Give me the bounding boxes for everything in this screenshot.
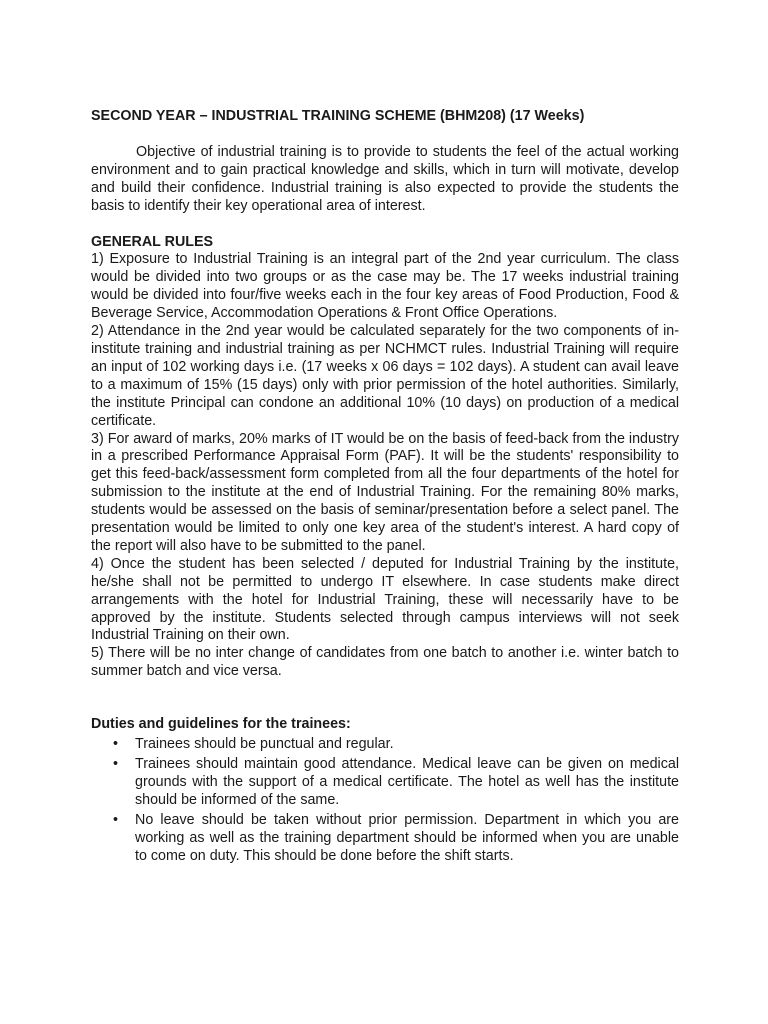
duty-text: No leave should be taken without prior permission. Department in which you are working as well as the training department should be informed when you are unable to come on duty. This should be done before the shift starts. [135, 811, 679, 864]
duty-item-2 [91, 756, 679, 810]
bullet-icon: • [113, 756, 119, 772]
duties-list [91, 736, 679, 865]
duty-text: Trainees should maintain good attendance. Medical leave can be given on medical grounds with the support of a medical certificate. The hotel as well has the institute should be informed of the same. [135, 756, 679, 808]
duty-item-3 [91, 812, 679, 866]
duty-text: Trainees should be punctual and regular. [135, 736, 394, 753]
rule-5: 5) There will be no inter change of candidates from one batch to another i.e. winter batch to summer batch and vice versa. [91, 645, 679, 680]
duties-heading: Duties and guidelines for the trainees: [91, 716, 351, 733]
rule-4: 4) Once the student has been selected / deputed for Industrial Training by the institute, he/she shall not be permitted to undergo IT elsewhere. In case students make direct arrangements with the hotel for Industrial Training, these will necessarily have to be approved by the institute. Students selected through campus interviews will not seek Industrial Training on their own. [91, 555, 679, 644]
document-title: SECOND YEAR – INDUSTRIAL TRAINING SCHEME (BHM208) (17 Weeks) [91, 108, 585, 124]
bullet-icon: • [113, 811, 119, 828]
rule-1: 1) Exposure to Industrial Training is an integral part of the 2nd year curriculum. The class would be divided into two groups or as the case may be. The 17 weeks industrial training would be divided into four/five weeks each in the four key areas of Food Production, Food & Beverage Service, Accommodation Operations & Front Office Operations. [91, 251, 679, 322]
intro-paragraph: Objective of industrial training is to provide to students the feel of the actual working environment and to gain practical knowledge and skills, which in turn will motivate, develop and build their confidence. Industrial training is also expected to provide the students the basis to identify their key operational area of interest. [91, 143, 679, 214]
document-page [91, 108, 679, 865]
bullet-icon: • [113, 736, 119, 753]
rule-2: 2) Attendance in the 2nd year would be calculated separately for the two components of in-institute training and industrial training as per NCHMCT rules. Industrial Training will require an input of 102 working days i.e. (17 weeks x 06 days = 102 days). A student can avail leave to a maximum of 15% (15 days) only with prior permission of the hotel authorities. Similarly, the institute Principal can condone an additional 10% (10 days) on production of a medical certificate. [91, 323, 679, 429]
general-rules-heading: GENERAL RULES [91, 233, 214, 250]
rule-3: 3) For award of marks, 20% marks of IT would be on the basis of feed-back from the industry in a prescribed Performance Appraisal Form (PAF). It will be the students' responsibility to get this feed-back/assessment form completed from all the four departments of the hotel for submission to the institute at the end of Industrial Training. For the remaining 80% marks, students would be assessed on the basis of seminar/presentation before a select panel. The presentation would be limited to only one key area of the student's interest. A hard copy of the report will also have to be submitted to the panel. [91, 430, 679, 554]
duty-item-1 [91, 736, 679, 754]
